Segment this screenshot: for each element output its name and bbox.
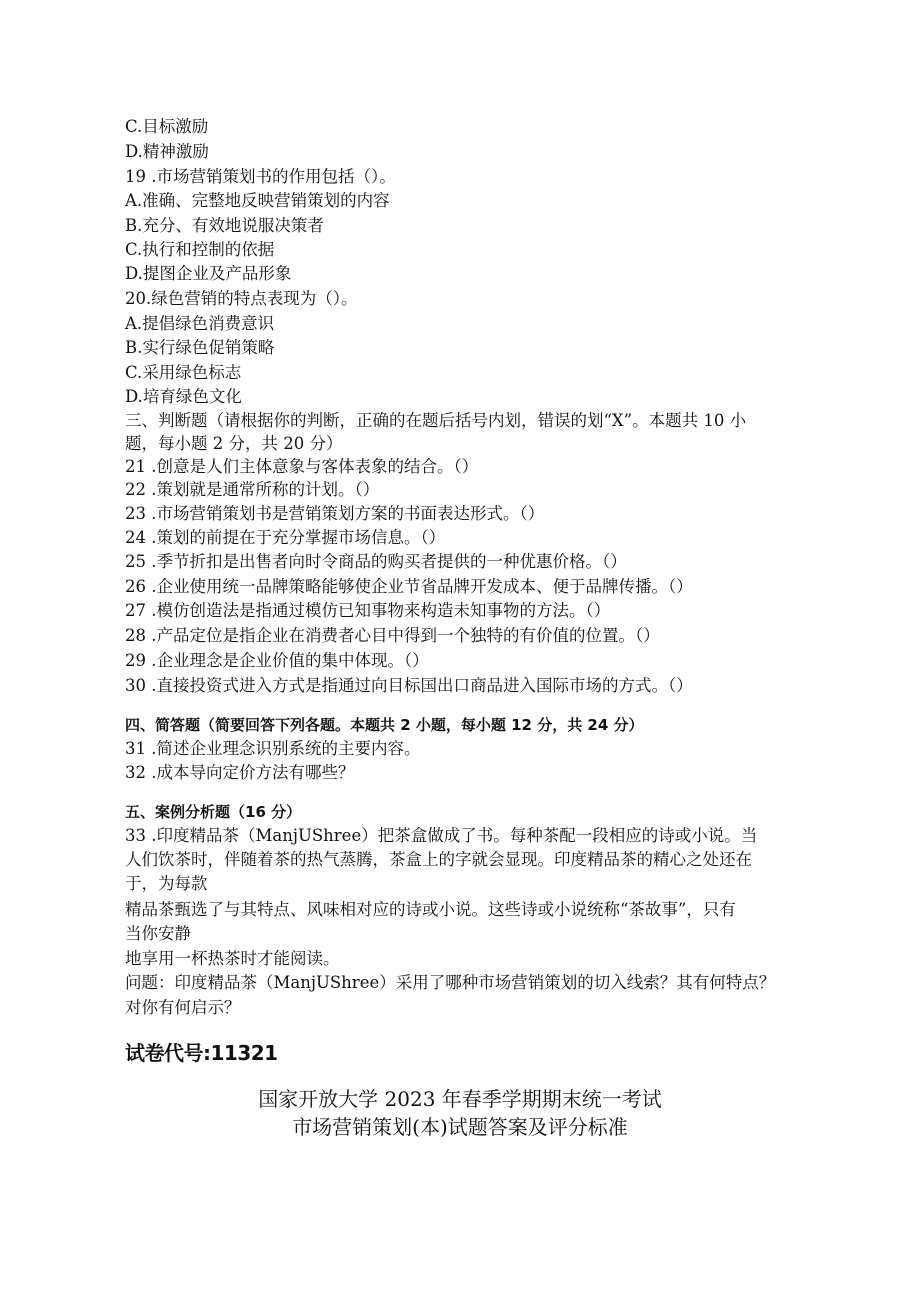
- option-line: A.准确、完整地反映营销策划的内容: [125, 191, 390, 210]
- case-text-line: 地享用一杯热茶时才能阅读。: [125, 949, 340, 968]
- option-line: A.提倡绿色消费意识: [125, 314, 275, 333]
- section4-heading: 四、简答题（简要回答下列各题。本题共 2 小题，每小题 12 分，共 24 分）: [125, 716, 644, 734]
- judge-item: 30 .直接投资式进入方式是指通过向目标国出口商品进入国际市场的方式。（）: [125, 676, 693, 695]
- option-line: D.培育绿色文化: [125, 387, 242, 406]
- option-line: B.实行绿色促销策略: [125, 338, 275, 357]
- short-answer-item: 31 .简述企业理念识别系统的主要内容。: [125, 739, 421, 758]
- question-19: 19 .市场营销策划书的作用包括（）。: [125, 167, 396, 186]
- case-text-line: 人们饮茶时，伴随着茶的热气蒸腾，茶盒上的字就会显现。印度精品茶的精心之处还在: [125, 850, 752, 869]
- question-20: 20.绿色营销的特点表现为（）。: [125, 289, 358, 308]
- answer-subtitle: 市场营销策划(本)试题答案及评分标准: [292, 1115, 628, 1139]
- section3-heading: 三、判断题（请根据你的判断，正确的在题后括号内划，错误的划“X”。本题共 10 小: [125, 411, 747, 430]
- option-line: B.充分、有效地说服决策者: [125, 216, 324, 235]
- option-line: D.精神激励: [125, 142, 209, 161]
- case-question-line: 问题：印度精品茶（ManjUShree）采用了哪种市场营销策划的切入线索？其有何特点？: [125, 973, 776, 992]
- judge-item: 29 .企业理念是企业价值的集中体现。（）: [125, 651, 429, 670]
- judge-item: 26 .企业使用统一品牌策略能够使企业节省品牌开发成本、便于品牌传播。（）: [125, 577, 693, 596]
- option-line: C.采用绿色标志: [125, 363, 242, 382]
- option-line: C.目标激励: [125, 117, 209, 136]
- section3-heading-cont: 题，每小题 2 分，共 20 分）: [125, 434, 343, 453]
- case-question-line: 对你有何启示？: [125, 998, 241, 1017]
- option-line: D.提图企业及产品形象: [125, 264, 292, 283]
- case-text-line: 精品茶甄选了与其特点、风味相对应的诗或小说。这些诗或小说统称“茶故事”，只有: [125, 900, 736, 919]
- short-answer-item: 32 .成本导向定价方法有哪些？: [125, 763, 355, 782]
- answer-title: 国家开放大学 2023 年春季学期期末统一考试: [258, 1087, 662, 1111]
- case-text-line: 于，为每款: [125, 874, 208, 893]
- case-text-line: 33 .印度精品茶（ManjUShree）把茶盒做成了书。每种茶配一段相应的诗或小说。当: [125, 826, 758, 845]
- option-line: C.执行和控制的依据: [125, 240, 275, 259]
- section5-heading: 五、案例分析题（16 分）: [125, 803, 302, 821]
- case-text-line: 当你安静: [125, 924, 191, 943]
- judge-item: 24 .策划的前提在于充分掌握市场信息。（）: [125, 528, 446, 547]
- paper-code: 试卷代号:11321: [125, 1041, 278, 1065]
- judge-item: 23 .市场营销策划书是营销策划方案的书面表达形式。（）: [125, 504, 545, 523]
- judge-item: 25 .季节折扣是出售者向时令商品的购买者提供的一种优惠价格。（）: [125, 552, 627, 571]
- judge-item: 21 .创意是人们主体意象与客体表象的结合。（）: [125, 457, 479, 476]
- judge-item: 28 .产品定位是指企业在消费者心目中得到一个独特的有价值的位置。（）: [125, 626, 660, 645]
- judge-item: 27 .模仿创造法是指通过模仿已知事物来构造未知事物的方法。（）: [125, 601, 611, 620]
- judge-item: 22 .策划就是通常所称的计划。（）: [125, 480, 380, 499]
